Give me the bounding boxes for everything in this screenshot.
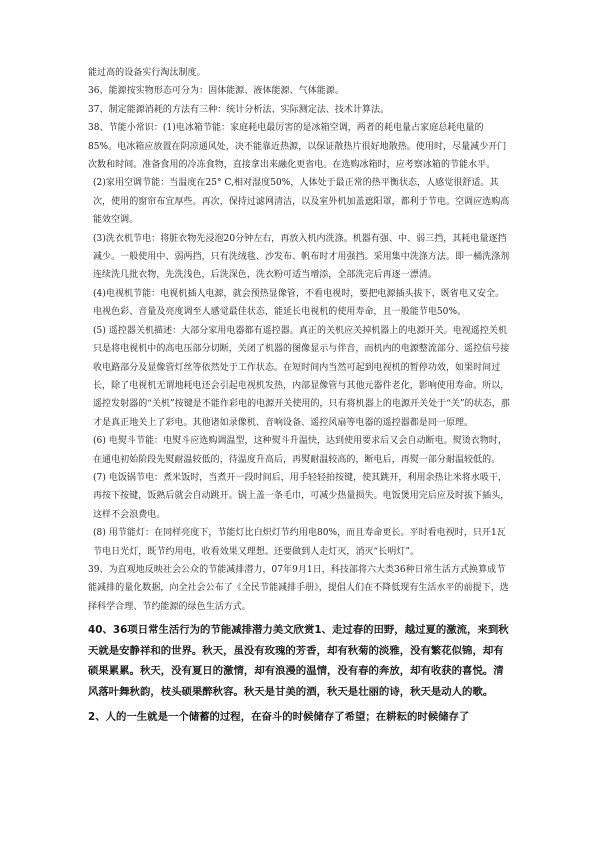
paragraph-continuation: 能过高的设备实行淘汰制度。 <box>88 68 206 78</box>
document-page <box>88 64 512 727</box>
paragraph-item-37: 37、制定能源消耗的方法有三种：统计分析法、实际测定法、技术计算法。 <box>88 104 390 115</box>
paragraph-item-40-prose: 40、36项日常生活行为的节能减排潜力美文欣赏1、走过春的田野，越过夏的激流，来到秋天就是安静祥和的世界。秋天，虽没有玫瑰的芳香，却有秋菊的淡雅，没有繁花似锦，却有硕果累累。秋天，没有夏日的激情，却有浪漫的温情，没有春的奔放，却有收获的喜悦。清风落叶舞秋韵，枝头硕果醉秋容。秋天是甘美的酒，秋天是壮丽的诗，秋天是动人的歌。 <box>88 624 509 698</box>
paragraph-electric-iron: (6) 电熨斗节能：电熨斗应选购调温型，这种熨斗升温快，达到使用要求后又会自动断电。熨烫衣物时，在通电初始阶段先熨耐温较低的，待温度升高后，再熨耐温较高的，断电后，再熨一部分耐温较低的。 <box>93 436 508 465</box>
paragraph-prose-2: 2、人的一生就是一个储蓄的过程，在奋斗的时候储存了希望；在耕耘的时候储存了 <box>88 710 470 723</box>
paragraph-washing-machine: (3)洗衣机节电：将脏衣物先浸泡20分钟左右，再放入机内洗涤。机器有强、中、弱三挡，其耗电量逐挡减少。一般使用中、弱两挡，只有洗绒毯、沙发布、帆布时才用强挡。采用集中洗涤方法。即一桶洗涤剂连续洗几批衣物，先洗浅色，后洗深色，洗衣粉可适当增添，全部洗完后再逐一漂清。 <box>93 233 510 281</box>
paragraph-item-39: 39、为直观地反映社会公众的节能减排潜力，07年9月1日，科技部将六大类36种日常生活方式换算成节能减排的量化数据，向全社会公布了《全民节能减排手册》，提倡人们在不降低现有生活水平的前提下，选择科学合理、节约能源的绿色生活方式。 <box>88 564 509 612</box>
paragraph-television: (4)电视机节能：电视机插人电源，就会预热显像管，不看电视时，要把电源插头拔下，既省电又安全。电视色彩、音量及亮度调至人感觉最佳状态，能延长电视机的使用寿命，且一般能节电50%。 <box>93 288 505 318</box>
paragraph-energy-saving-lamp: (8) 用节能灯：在同样亮度下，节能灯比白炽灯节约用电80%，而且寿命更长。平时看电视时，只开1瓦节电日光灯，既节约用电，收看效果又理想。还要做到人走灯灭，消灭“长明灯”。 <box>93 528 506 557</box>
paragraph-item-38-refrigerator: 38、节能小常识：(1)电冰箱节能：家庭耗电最厉害的是冰箱空调，两者的耗电量占家庭总耗电量的85%。电冰箱应放置在阴凉通风处，决不能靠近热源，以保证散热片很好地散热。使用时，尽量减少开门次数和时间。准备食用的冷冻食物，直接拿出来融化更省电。在选购冰箱时，应考察冰箱的节能水平。 <box>88 123 507 171</box>
paragraph-rice-cooker: (7) 电饭锅节电：煮米饭时，当煮开一段时间后，用手轻轻拍按键，使其跳开，利用余热让米将水吸干，再按下按键，饭熟后就会自动跳开。锅上盖一条毛巾，可减少热量损失。电饭煲用完后应及时拔下插头，这样不会浪费电。 <box>93 472 510 520</box>
paragraph-remote-control: (5) 遥控器关机描述：大部分家用电器都有遥控器。真正的关机应关掉机器上的电源开关。电视遥控关机只是将电视机中的高电压部分切断，关闭了机器的图像显示与伴音，而机内的电源整流部分、遥控信号接收电路部分及显像管灯丝等依然处于工作状态。在短时间内当然可起到电视机的暂停功效，如果时间过长，除了电视机无谓地耗电还会引起电视机发热，内部显像管与其他元器件老化，影响使用寿命。所以，遥控发射器的“关机”按键是不能作彩电的电源开关使用的，只有将机器上的电源开关处于“关”的状态，那才是真正地关上了彩电。其他诸如录像机、音响设备、遥控风扇等电器的遥控器都是同一原理。 <box>93 325 510 428</box>
paragraph-air-conditioner: (2)家用空调节能：当温度在25° C,相对湿度50%，人体处于最正常的热平衡状态，人感觉很舒适。其次，使用的窗帘布宜厚些。再次，保持过滤网清洁，以及室外机加盖遮阳罩，都利于节电。空调应选购高能效空调。 <box>93 178 510 226</box>
paragraph-item-36: 36、能源按实物形态可分为：固体能源、液体能源、气体能源。 <box>88 86 344 97</box>
